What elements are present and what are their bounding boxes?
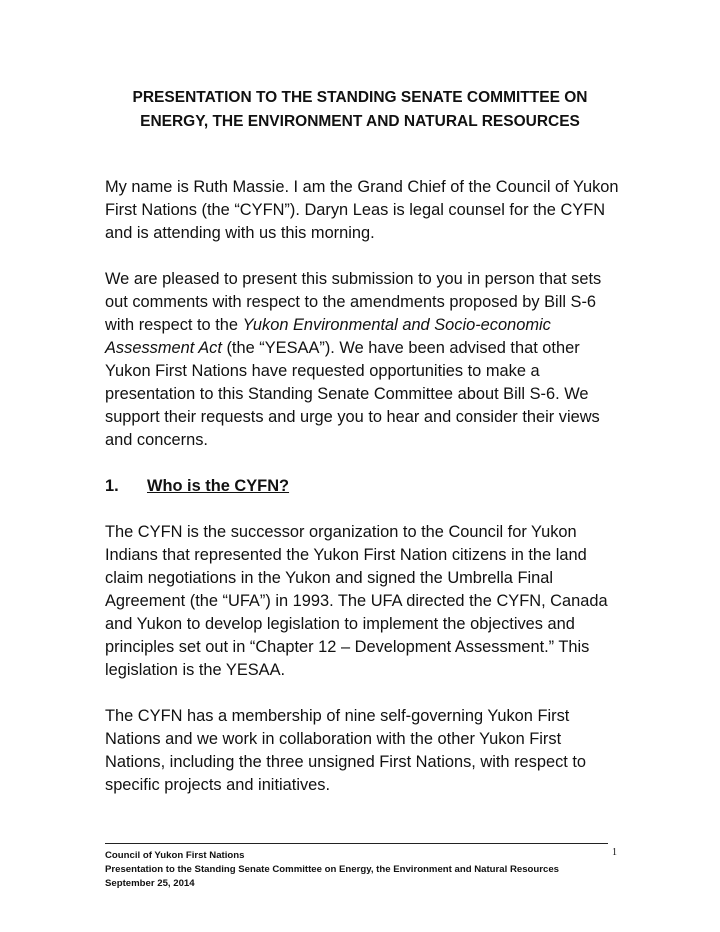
intro-paragraph: My name is Ruth Massie. I am the Grand Chief of the Council of Yukon First Nations (the “CYFN”). Daryn Leas is legal counsel for the CYFN and is attending with us this morning.	[105, 178, 619, 242]
membership-paragraph: The CYFN has a membership of nine self-governing Yukon First Nations and we work in collaboration with the other Yukon First Nations, including the three unsigned First Nations, with respect to specific projects and initiatives.	[105, 707, 587, 794]
cyfn-history-paragraph: The CYFN is the successor organization to the Council for Yukon Indians that represented the Yukon First Nation citizens in the land claim negotiations in the Yukon and signed the Umbrella Final Agreement (the “UFA”) in 1993. The UFA directed the CYFN, Canada and Yukon to develop legislation to implement the objectives and principles set out in “Chapter 12 – Development Assessment.” This legislation is the YESAA.	[105, 523, 608, 679]
page-footer	[105, 849, 610, 891]
section-title: Who is the CYFN?	[147, 477, 290, 495]
submission-text-end: (the “YESAA”). We have been advised that other Yukon First Nations have requested opportunities to make a presentation to this Standing Senate Committee about Bill S-6. We support their requests and urge you to hear and consider their views and concerns.	[105, 339, 600, 449]
footer-document-title: Presentation to the Standing Senate Committee on Energy, the Environment and Natural Resources	[105, 864, 560, 875]
title-line-2: ENERGY, THE ENVIRONMENT AND NATURAL RESOURCES	[140, 113, 580, 130]
document-body	[105, 176, 620, 820]
footer-divider	[105, 843, 608, 844]
submission-text-start: We are pleased to present this submission to you in person that sets out comments with respect to the amendments proposed by Bill S-6 with respect to the	[105, 270, 602, 334]
page-number: 1	[612, 847, 617, 858]
document-title	[100, 86, 620, 134]
footer-date: September 25, 2014	[105, 878, 195, 889]
title-line-1: PRESENTATION TO THE STANDING SENATE COMMITTEE ON	[132, 89, 588, 106]
section-heading	[105, 475, 620, 498]
footer-organization: Council of Yukon First Nations	[105, 850, 245, 861]
section-number: 1.	[105, 477, 119, 495]
act-name: Yukon Environmental and Socio-economic Assessment Act	[105, 316, 551, 357]
submission-paragraph	[105, 268, 620, 452]
